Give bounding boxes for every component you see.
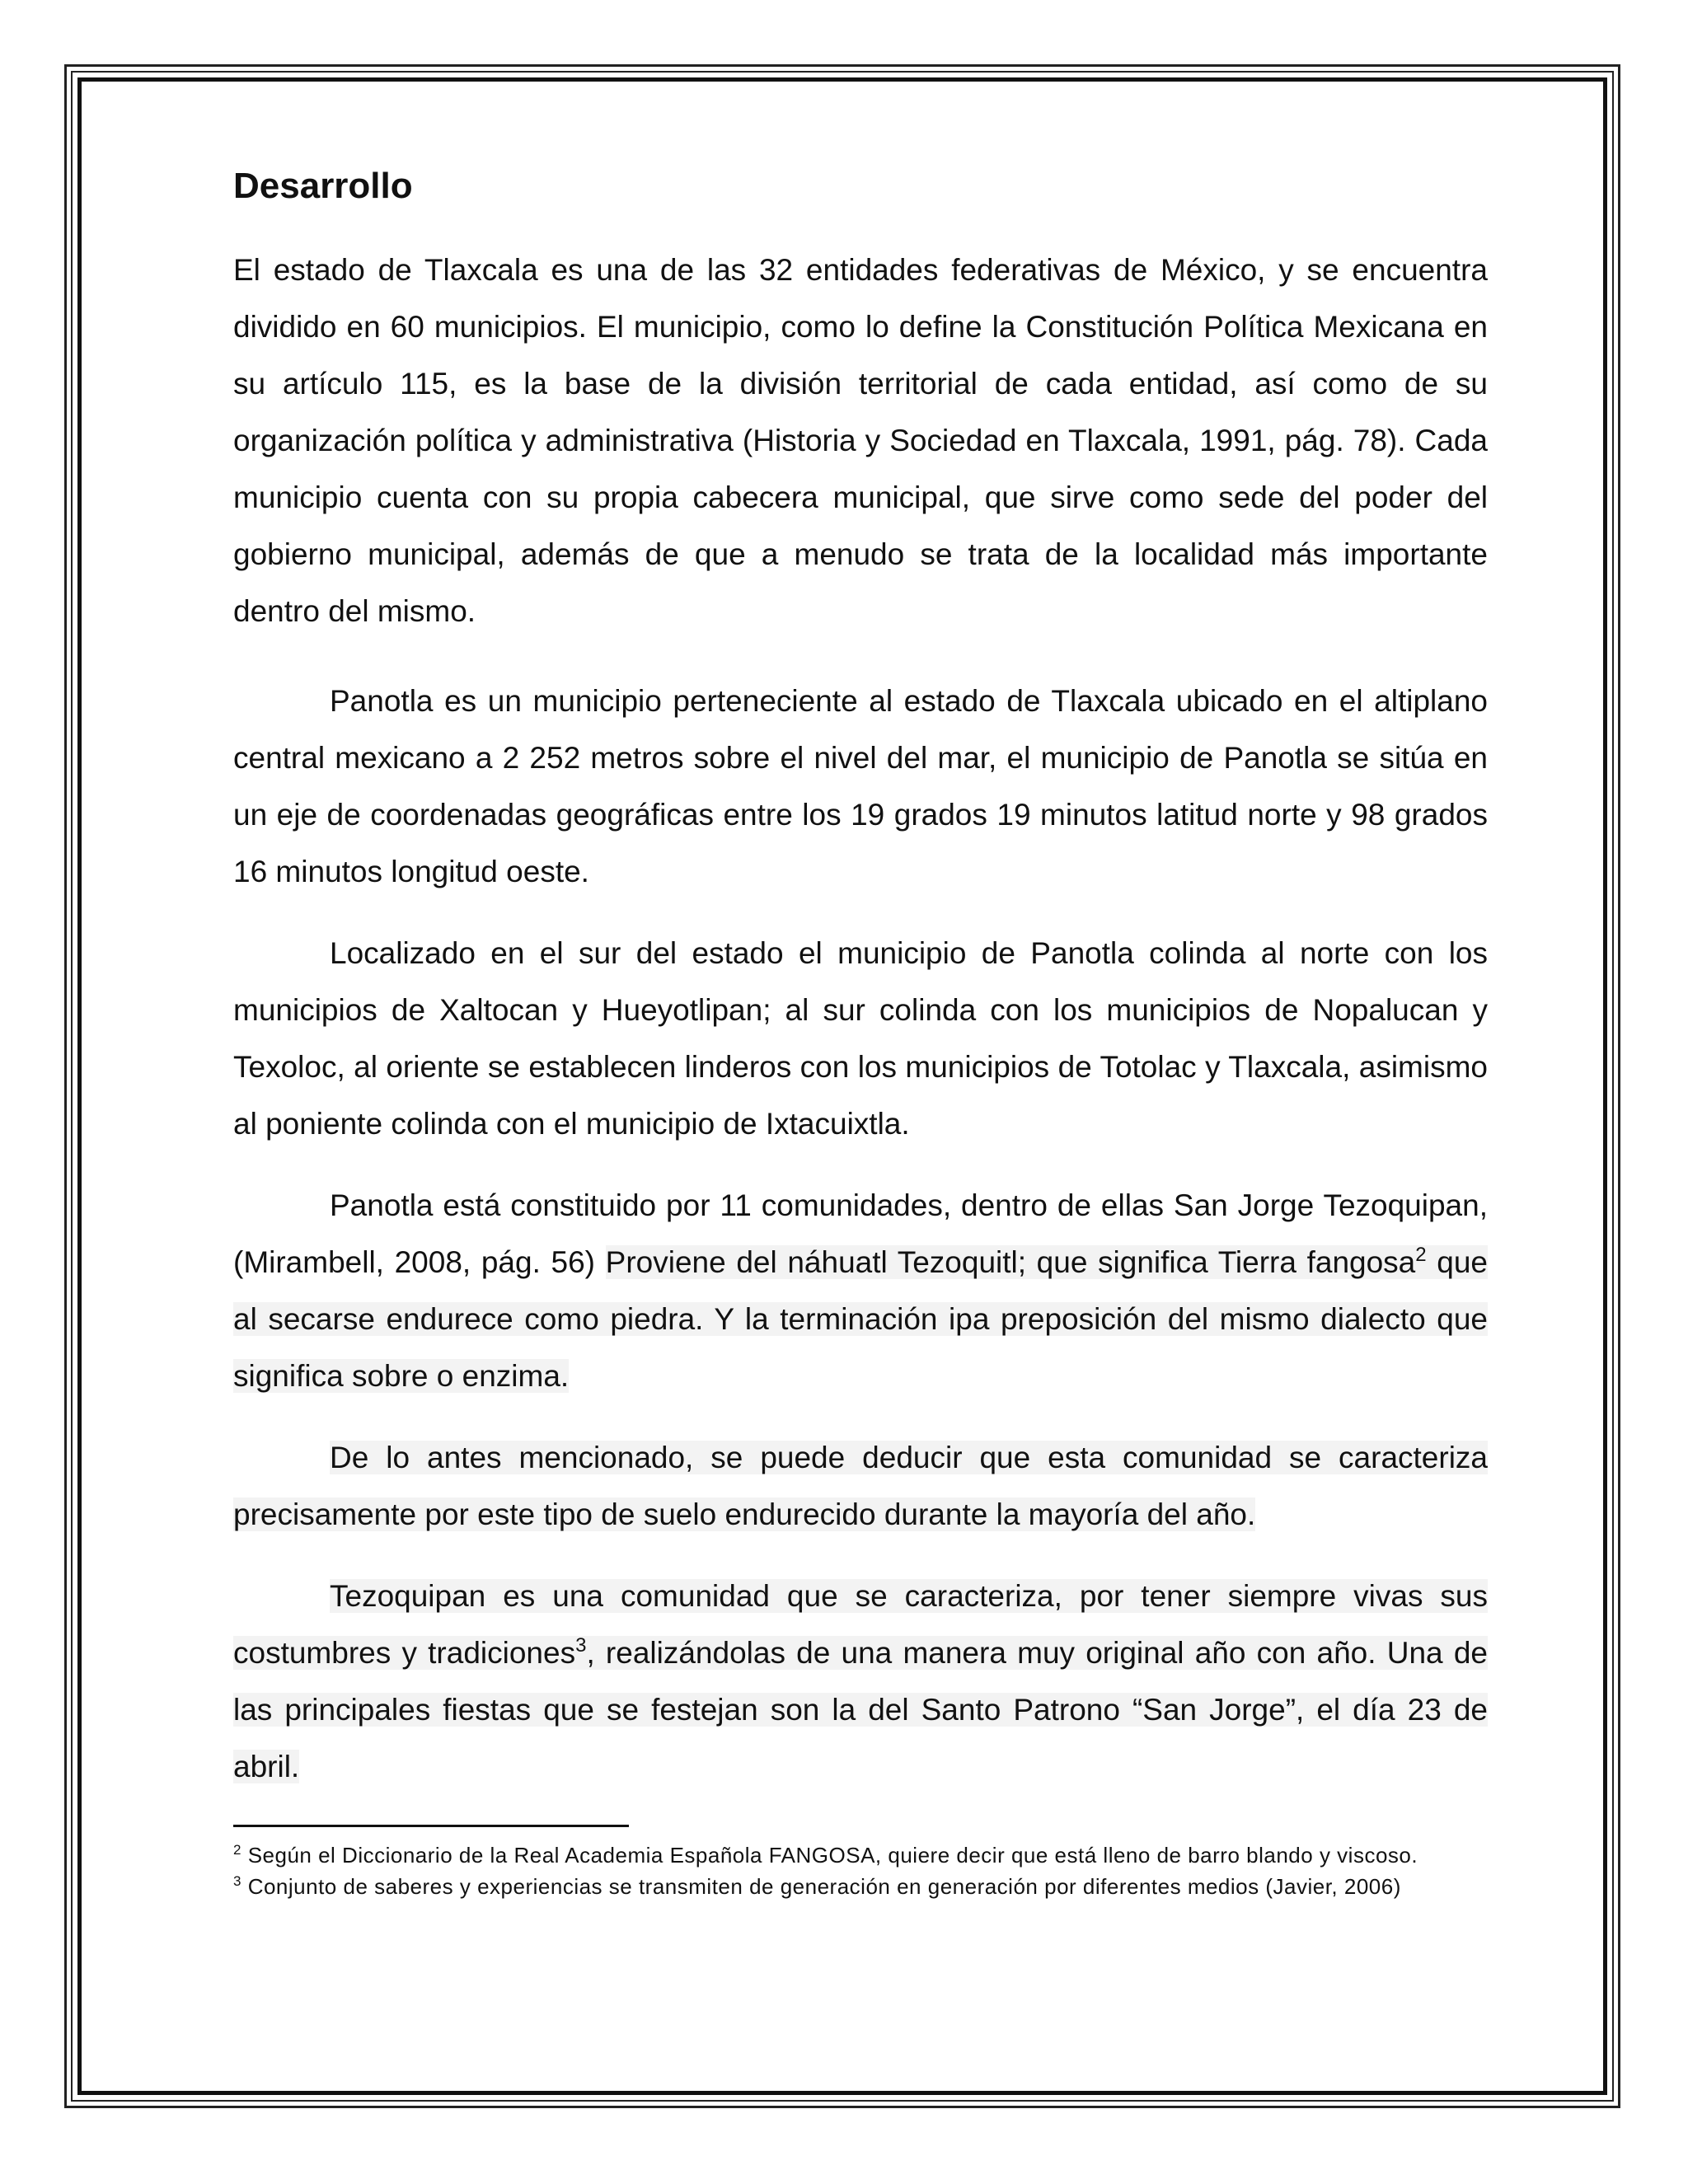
paragraph-2: Panotla es un municipio perteneciente al estado de Tlaxcala ubicado en el altiplano central mexicano a 2 252 metros sobre el nivel del mar, el municipio de Panotla se sitúa en un eje de coordenadas geográficas entre los 19 grados 19 minutos latitud norte y 98 grados 16 minutos longitud oeste. [233, 683, 1488, 888]
footnote-ref-3[interactable]: 3 [575, 1633, 587, 1657]
footnotes [233, 1840, 1488, 1902]
paragraph-5 [233, 1429, 1488, 1543]
paragraph-6 [233, 1568, 1488, 1795]
paragraph-4-text-3: que al secarse endurece como piedra. Y la terminación ipa preposición del mismo dialecto que significa sobre o enzima. [233, 1244, 1489, 1393]
paragraph-6-text-1: Tezoquipan es una comunidad que se caracteriza, por tener siempre vivas sus costumbres y tradiciones [233, 1578, 1488, 1670]
paragraph-5-text: De lo antes mencionado, se puede deducir que esta comunidad se caracteriza precisamente por este tipo de suelo endurecido durante la mayoría del año. [233, 1440, 1488, 1531]
footnote-text: Conjunto de saberes y experiencias se transmiten de generación en generación por diferentes medios (Javier, 2006) [241, 1874, 1401, 1899]
paragraph-6-wrap [233, 1579, 1488, 1783]
footnote-2 [233, 1840, 1488, 1871]
paragraph-4 [233, 1177, 1488, 1404]
section-heading: Desarrollo [233, 166, 413, 206]
paragraph-1: El estado de Tlaxcala es una de las 32 entidades federativas de México, y se encuentra dividido en 60 municipios. El municipio, como lo define la Constitución Política Mexicana en su artículo 115, es la base de la división territorial de cada entidad, así como de su organización política y administrativa (Historia y Sociedad en Tlaxcala, 1991, pág. 78). Cada municipio cuenta con su propia cabecera municipal, que sirve como sede del poder del gobierno municipal, además de que a menudo se trata de la localidad más importante dentro del mismo. [233, 252, 1488, 628]
footnote-text: Según el Diccionario de la Real Academia Española FANGOSA, quiere decir que está lleno de barro blando y viscoso. [241, 1843, 1418, 1868]
paragraph-4-part-1: Panotla está constituido por 11 comunidades, dentro de ellas San Jorge Tezoquipan, (Mirambell, 2008, pág. 56) [233, 1188, 1488, 1279]
footnote-number: 2 [233, 1842, 241, 1858]
footnote-separator [233, 1825, 629, 1827]
paragraph-6-text-2: , realizándolas de una manera muy original año con año. Una de las principales fiestas que se festejan son la del Santo Patrono “San Jorge”, el día 23 de abril. [233, 1635, 1488, 1783]
footnote-ref-2[interactable]: 2 [1415, 1243, 1427, 1266]
footnote-3 [233, 1871, 1488, 1902]
document-body [233, 165, 1488, 1820]
paragraph-4-text-2: Proviene del náhuatl Tezoquitl; que significa Tierra fangosa [605, 1244, 1416, 1279]
paragraph-3: Localizado en el sur del estado el municipio de Panotla colinda al norte con los municipios de Xaltocan y Hueyotlipan; al sur colinda con los municipios de Nopalucan y Texoloc, al oriente se establecen linderos con los municipios de Totolac y Tlaxcala, asimismo al poniente colinda con el municipio de Ixtacuixtla. [233, 935, 1488, 1141]
footnote-number: 3 [233, 1873, 241, 1889]
